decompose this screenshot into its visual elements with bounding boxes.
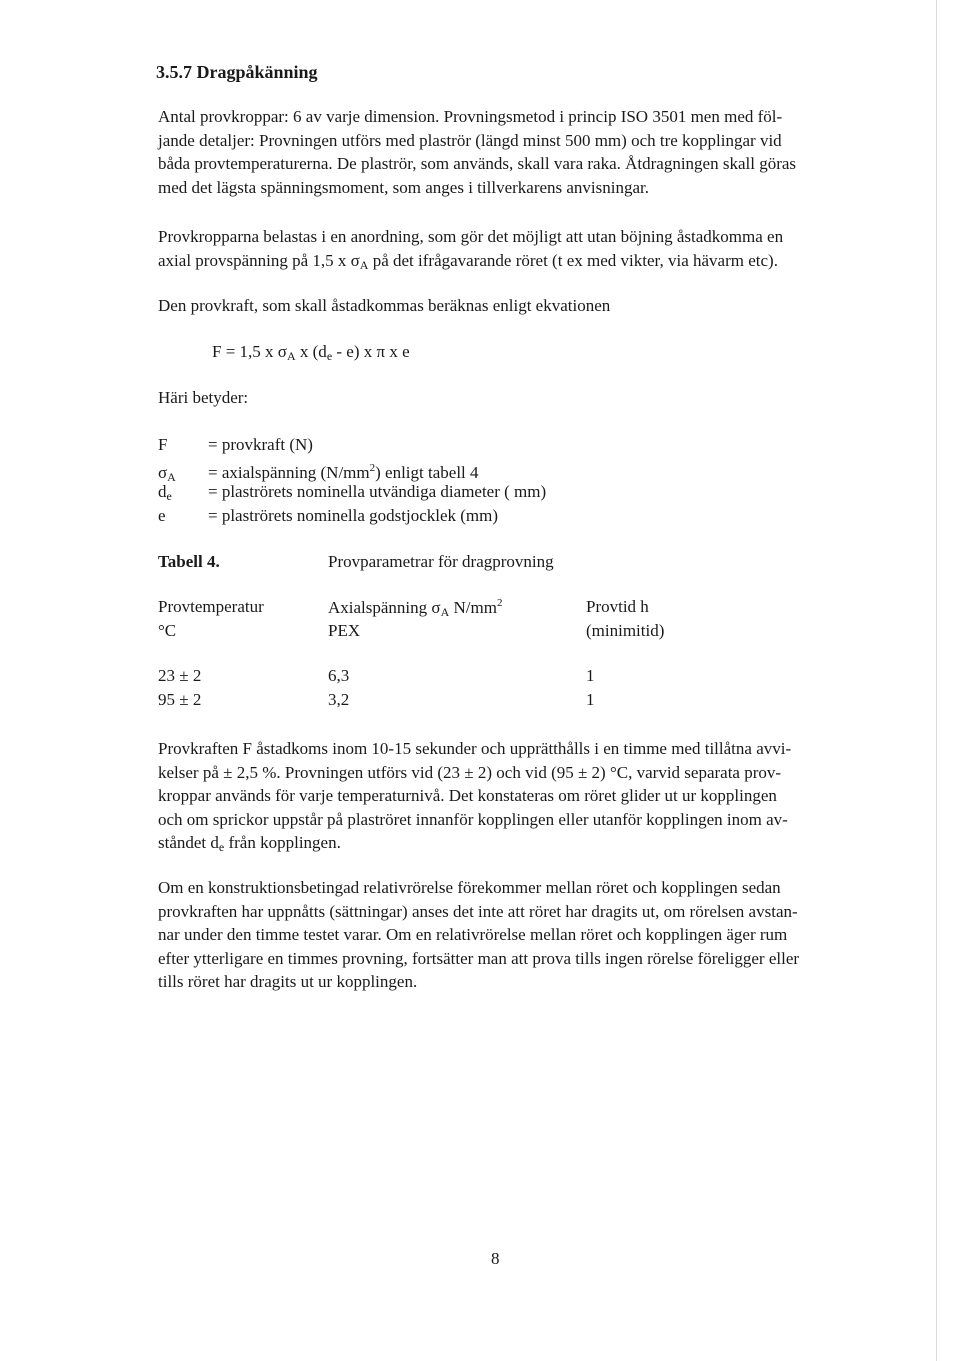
subscript: A xyxy=(440,605,450,619)
paragraph-line: Antal provkroppar: 6 av varje dimension. Provningsmetod i princip ISO 3501 men med föl- xyxy=(158,107,783,126)
symbol-text: e xyxy=(158,505,166,525)
paragraph-line: efter ytterligare en timmes provning, fortsätter man att prova tills ingen rörelse föreligger eller xyxy=(158,948,800,968)
text-segment: från kopplingen. xyxy=(224,833,341,852)
definition-symbol xyxy=(158,504,208,533)
paragraph-relative-movement xyxy=(158,876,888,994)
definitions-intro: Häri betyder: xyxy=(158,388,249,407)
paragraph-line: Provkropparna belastas i en anordning, som gör det möjligt att utan böjning åstadkomma en xyxy=(158,227,784,246)
paragraph-procedure xyxy=(158,737,888,860)
header-text: Axialspänning σ xyxy=(328,598,441,617)
superscript: 2 xyxy=(496,597,503,609)
table-cell-time: 1 xyxy=(586,666,595,685)
definition-text: = axialspänning (N/mm xyxy=(208,462,370,482)
table-cell-time: 1 xyxy=(586,690,595,709)
table-cell-stress: 3,2 xyxy=(328,690,350,709)
table-header-time: Provtid h xyxy=(586,597,649,616)
table-header-time-note: (minimitid) xyxy=(586,621,665,640)
equation xyxy=(212,342,410,364)
symbol-text: σ xyxy=(158,462,168,482)
paragraph-specimens xyxy=(158,105,888,199)
equation-part: F = 1,5 x σ xyxy=(212,342,287,361)
table-title: Provparametrar för dragprovning xyxy=(328,552,554,571)
paragraph-line: med det lägsta spänningsmoment, som anges i tillverkarens anvisningar. xyxy=(158,177,650,197)
superscript: 2 xyxy=(369,461,376,474)
paragraph-line: och om sprickor uppstår på plaströret innanför kopplingen eller utanför kopplingen inom av- xyxy=(158,809,788,829)
text-segment: på det ifrågavarande röret (t ex med vikter, via hävarm etc). xyxy=(368,250,778,270)
header-text: N/mm xyxy=(449,598,497,617)
paragraph-line: nar under den timme testet varar. Om en relativrörelse mellan röret och kopplingen äger rum xyxy=(158,925,788,944)
table-header-stress-material: PEX xyxy=(328,621,361,640)
page-edge-line xyxy=(936,0,937,1361)
definition-text-after: ) enligt tabell 4 xyxy=(375,462,479,482)
paragraph-force-intro xyxy=(158,294,888,318)
paragraph-line: Den provkraft, som skall åstadkommas beräknas enligt ekvationen xyxy=(158,296,611,315)
paragraph-loading xyxy=(158,225,888,277)
subscript: A xyxy=(359,257,369,272)
subscript: e xyxy=(166,489,172,503)
paragraph-line xyxy=(158,249,888,278)
subscript: A xyxy=(286,349,296,363)
subscript: A xyxy=(167,469,176,484)
text-segment: ståndet d xyxy=(158,833,219,852)
paragraph-line: kelser på ± 2,5 %. Provningen utförs vid (23 ± 2) och vid (95 ± 2) °C, varvid separata prov- xyxy=(158,762,782,782)
section-heading: 3.5.7 Dragpåkänning xyxy=(156,62,318,82)
table-cell-stress: 6,3 xyxy=(328,666,350,685)
definition-item xyxy=(158,480,546,504)
paragraph-line: Provkraften F åstadkoms inom 10-15 sekunder och upprätthålls i en timme med tillåtna avvi- xyxy=(158,739,792,758)
table-header-stress xyxy=(328,597,502,620)
subscript: e xyxy=(218,840,225,854)
definition-item xyxy=(158,457,546,484)
definitions-list xyxy=(158,433,546,527)
paragraph-line xyxy=(158,831,888,860)
symbol-text: d xyxy=(158,482,167,501)
equation-part: - e) x π x e xyxy=(332,342,410,361)
table-cell-temperature: 23 ± 2 xyxy=(158,666,202,685)
text-segment: axial provspänning på 1,5 x σ xyxy=(158,250,360,270)
page-number: 8 xyxy=(491,1249,500,1268)
paragraph-line: Om en konstruktionsbetingad relativrörelse förekommer mellan röret och kopplingen sedan xyxy=(158,878,781,897)
symbol-text: F xyxy=(158,435,168,454)
table-label: Tabell 4. xyxy=(158,552,220,571)
definition-text: = provkraft (N) xyxy=(208,435,313,454)
paragraph-line: båda provtemperaturerna. De plaströr, som används, skall vara raka. Åtdragningen skall göras xyxy=(158,154,797,173)
table-header-temperature-unit: °C xyxy=(158,621,177,640)
table-header-temperature: Provtemperatur xyxy=(158,597,264,616)
definition-text: = plaströrets nominella godstjocklek (mm) xyxy=(208,505,499,525)
paragraph-line: kroppar används för varje temperaturnivå. Det konstateras om röret glider ut ur kopplingen xyxy=(158,786,777,805)
definition-item xyxy=(158,433,546,457)
equation-part: x (d xyxy=(295,342,327,361)
table-cell-temperature: 95 ± 2 xyxy=(158,690,202,709)
definition-text: = plaströrets nominella utvändiga diameter ( mm) xyxy=(208,482,547,501)
subscript: e xyxy=(326,349,333,363)
paragraph-line: tills röret har dragits ut ur kopplingen. xyxy=(158,972,418,991)
definition-item xyxy=(158,504,546,528)
paragraph-line: jande detaljer: Provningen utförs med plaströr (längd minst 500 mm) och tre kopplingar vid xyxy=(158,130,782,150)
paragraph-line: provkraften har uppnåtts (sättningar) anses det inte att röret har dragits ut, om rörelsen avstan- xyxy=(158,901,798,921)
